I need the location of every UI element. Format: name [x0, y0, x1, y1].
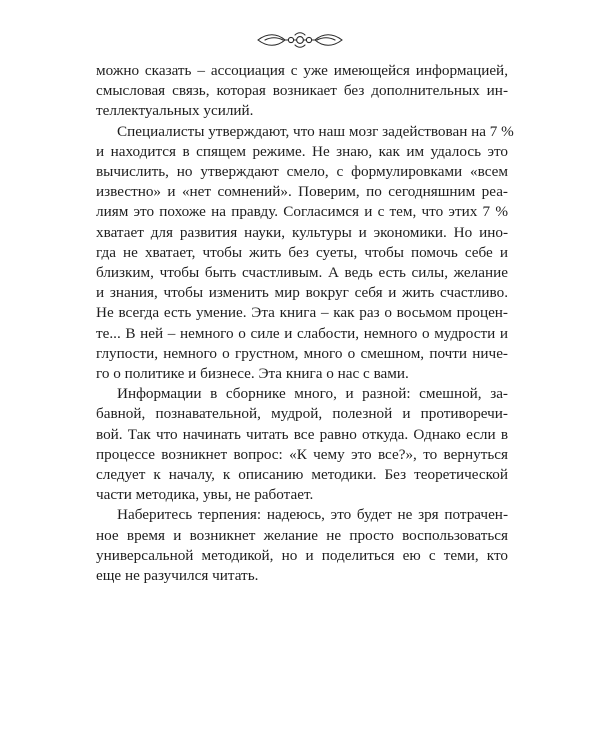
text-line: гда не хватает, чтобы жить без суеты, чтобы помочь себе и [96, 243, 508, 261]
body-text [96, 61, 514, 586]
text-line: известно» и «нет сомнений». Поверим, по сегодняшним реа- [96, 183, 508, 201]
text-line: вой. Так что начинать читать все равно откуда. Однако если в [96, 425, 508, 443]
text-line: Специалисты утверждают, что наш мозг задействован на 7 % [117, 122, 514, 140]
text-line: смысловая связь, которая возникает без дополнительных ин- [96, 82, 508, 100]
text-line: следует к началу, к описанию методики. Без теоретической [96, 466, 508, 484]
paragraph [96, 384, 508, 505]
text-line: универсальной методикой, но и поделиться ею с теми, кто [96, 546, 508, 564]
text-line: хватает для развития науки, культуры и экономики. Но ино- [96, 223, 508, 241]
text-line: глупости, немного о грустном, много о смешном, почти ниче- [96, 344, 508, 362]
text-line: части методика, увы, не работает. [96, 486, 314, 504]
text-line: ное время и возникнет желание не просто воспользоваться [96, 526, 508, 544]
text-line: теллектуальных усилий. [96, 102, 254, 120]
text-line: го о политике и бизнесе. Эта книга о нас с вами. [96, 365, 409, 383]
text-line: вычислить, но утверждают смело, с формулировками «всем [96, 163, 508, 181]
text-line: Информации в сборнике много, и разной: смешной, за- [117, 385, 508, 403]
text-line: Не всегда есть умение. Эта книга – как раз о восьмом процен- [96, 304, 508, 322]
ornament-divider-icon [255, 29, 345, 51]
paragraph [96, 61, 508, 122]
text-line: и знания, чтобы изменить мир вокруг себя и жить счастливо. [96, 284, 508, 302]
text-line: еще не разучился читать. [96, 567, 259, 585]
text-line: и находится в спящем режиме. Не знаю, как им удалось это [96, 142, 508, 160]
text-line: лиям это похоже на правду. Согласимся и с тем, что этих 7 % [96, 203, 508, 221]
text-line: близким, чтобы быть счастливым. А ведь есть силы, желание [96, 264, 508, 282]
text-line: те... В ней – немного о силе и слабости, немного о мудрости и [96, 324, 508, 342]
text-line: Наберитесь терпения: надеюсь, это будет не зря потрачен- [117, 506, 508, 524]
text-line: бавной, познавательной, мудрой, полезной и противоречи- [96, 405, 508, 423]
paragraph [96, 505, 508, 586]
text-line: можно сказать – ассоциация с уже имеющейся информацией, [96, 62, 508, 79]
text-line: процессе возникнет вопрос: «К чему это все?», то вернуться [96, 445, 508, 463]
paragraph [96, 122, 514, 385]
